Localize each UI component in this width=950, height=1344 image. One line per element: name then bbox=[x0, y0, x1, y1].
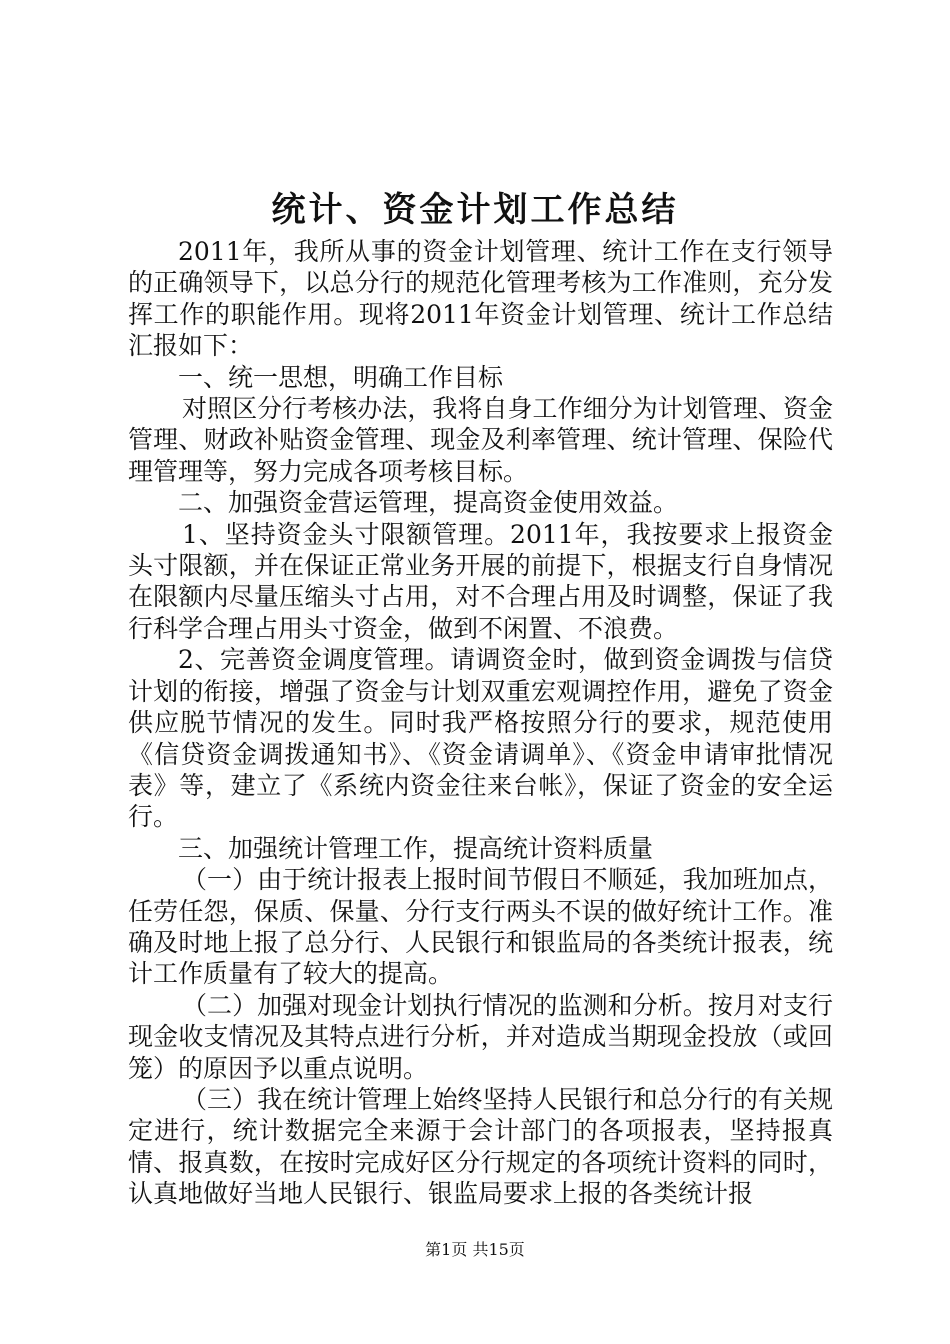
heading-section-2: 二、加强资金营运管理，提高资金使用效益。 bbox=[178, 488, 679, 518]
paragraph-section-2-item-2: 2、完善资金调度管理。请调资金时，做到资金调拨与信贷计划的衔接，增强了资金与计划双重宏观调控作用，避免了资金供应脱节情况的发生。同时我严格按照分行的要求，规范使用《信贷资金调拨通知书》、《资金请调单》、《资金申请审批情况表》等，建立了《系统内资金往来台帐》，保证了资金的安全运行。 bbox=[128, 645, 833, 832]
document-title: 统计、资金计划工作总结 bbox=[271, 190, 679, 230]
document-body bbox=[128, 236, 833, 1210]
paragraph-section-3-item-2: （二）加强对现金计划执行情况的监测和分析。按月对支行现金收支情况及其特点进行分析，并对造成当期现金投放（或回笼）的原因予以重点说明。 bbox=[128, 990, 833, 1083]
paragraph-section-3-item-1: （一）由于统计报表上报时间节假日不顺延，我加班加点，任劳任怨，保质、保量、分行支行两头不误的做好统计工作。准确及时地上报了总分行、人民银行和银监局的各类统计报表，统计工作质量有了较大的提高。 bbox=[128, 865, 833, 989]
paragraph-intro: 2011年，我所从事的资金计划管理、统计工作在支行领导的正确领导下，以总分行的规范化管理考核为工作准则，充分发挥工作的职能作用。现将2011年资金计划管理、统计工作总结汇报如下： bbox=[128, 237, 833, 361]
paragraph-section-2-item-1: 1、坚持资金头寸限额管理。2011年，我按要求上报资金头寸限额，并在保证正常业务开展的前提下，根据支行自身情况在限额内尽量压缩头寸占用，对不合理占用及时调整，保证了我行科学合理占用头寸资金，做到不闲置、不浪费。 bbox=[128, 519, 833, 643]
heading-section-3: 三、加强统计管理工作，提高统计资料质量 bbox=[178, 833, 654, 863]
paragraph-section-1: 对照区分行考核办法，我将自身工作细分为计划管理、资金管理、财政补贴资金管理、现金及利率管理、统计管理、保险代理管理等，努力完成各项考核目标。 bbox=[128, 394, 833, 486]
page-number: 第1页 共15页 bbox=[425, 1240, 525, 1259]
paragraph-section-3-item-3: （三）我在统计管理上始终坚持人民银行和总分行的有关规定进行，统计数据完全来源于会计部门的各项报表，坚持报真情、报真数，在按时完成好区分行规定的各项统计资料的同时，认真地做好当地人民银行、银监局要求上报的各类统计报 bbox=[128, 1084, 833, 1209]
heading-section-1: 一、统一思想，明确工作目标 bbox=[178, 362, 504, 392]
